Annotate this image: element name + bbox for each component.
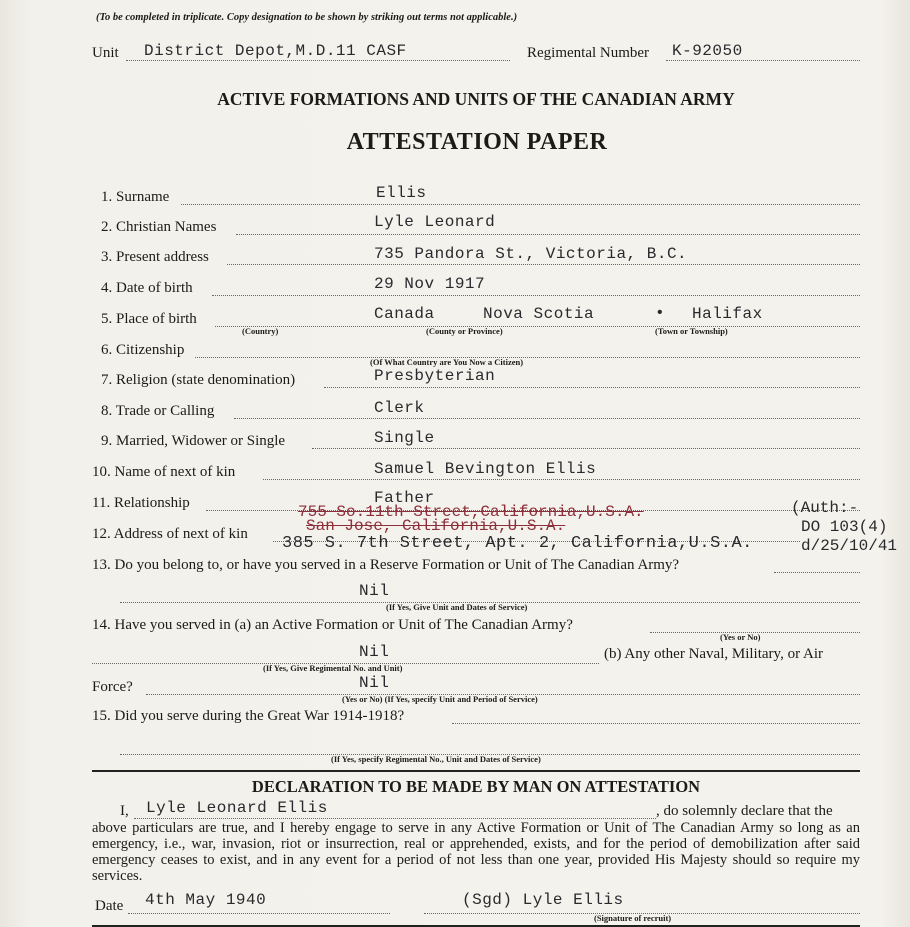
q13-caption: (If Yes, Give Unit and Dates of Service) <box>386 602 528 612</box>
struck-address-1: 755 So.11th Street,California,U.S.A. <box>298 503 644 521</box>
q14b-label: (b) Any other Naval, Military, or Air <box>604 646 823 662</box>
christian-names-label: 2. Christian Names <box>101 219 217 235</box>
marital-value: Single <box>374 429 435 447</box>
q13-label: 13. Do you belong to, or have you served in a Reserve Formation or Unit of The Canadian Army? <box>92 557 680 573</box>
unit-value: District Depot,M.D.11 CASF <box>144 42 407 60</box>
birth-county-value: Nova Scotia <box>483 305 595 323</box>
relationship-value: Father <box>374 489 435 507</box>
section-divider <box>92 770 860 772</box>
citizenship-caption: (Of What Country are You Now a Citizen) <box>370 357 524 367</box>
auth-note-2: DO 103(4) <box>801 518 888 536</box>
auth-note-3: d/25/10/41 <box>801 537 898 555</box>
country-caption: (Country) <box>242 326 279 336</box>
next-of-kin-value: Samuel Bevington Ellis <box>374 460 597 478</box>
header-note: (To be completed in triplicate. Copy designation to be shown by striking out terms not applicable.) <box>96 12 518 23</box>
religion-value: Presbyterian <box>374 367 496 385</box>
surname-label: 1. Surname <box>101 189 170 205</box>
q14-caption: (If Yes, Give Regimental No. and Unit) <box>263 663 403 673</box>
date-of-birth-label: 4. Date of birth <box>101 280 193 296</box>
q15-label: 15. Did you serve during the Great War 1914-1918? <box>92 708 405 724</box>
declaration-i-label: I, <box>120 803 129 819</box>
declaration-name: Lyle Leonard Ellis <box>146 799 328 817</box>
bullet-mark: • <box>655 304 665 322</box>
force-label: Force? <box>92 679 133 695</box>
declaration-body: above particulars are true, and I hereby engage to serve in any Active Formation or Unit of The Canadian Army so long as an emergency, i.e., war, invasion, riot or insurrection, real or apprehended, exists, and for the period of demobilization after said emergency ceases to exist, and in any event for a period of not less than one year, provided His Majesty should so require my services. <box>92 820 860 884</box>
signature-value: (Sgd) Lyle Ellis <box>462 891 624 909</box>
date-of-birth-value: 29 Nov 1917 <box>374 275 486 293</box>
birth-country-value: Canada <box>374 305 435 323</box>
place-of-birth-label: 5. Place of birth <box>101 311 197 327</box>
trade-label: 8. Trade or Calling <box>101 403 215 419</box>
present-address-value: 735 Pandora St., Victoria, B.C. <box>374 245 688 263</box>
address-kin-label: 12. Address of next of kin <box>92 526 248 542</box>
q14-label: 14. Have you served in (a) an Active Formation or Unit of The Canadian Army? <box>92 617 573 633</box>
town-caption: (Town or Township) <box>655 326 728 336</box>
christian-names-value: Lyle Leonard <box>374 213 496 231</box>
force-value: Nil <box>359 674 390 692</box>
date-label: Date <box>95 898 124 914</box>
declaration-line1-end: , do solemnly declare that the <box>656 803 833 819</box>
birth-town-value: Halifax <box>692 305 763 323</box>
marital-label: 9. Married, Widower or Single <box>101 433 286 449</box>
q13-value: Nil <box>359 582 390 600</box>
q14-value: Nil <box>359 643 390 661</box>
force-caption: (Yes or No) (If Yes, specify Unit and Period of Service) <box>342 694 538 704</box>
regimental-label: Regimental Number <box>527 45 650 61</box>
trade-value: Clerk <box>374 399 425 417</box>
declaration-heading: DECLARATION TO BE MADE BY MAN ON ATTESTATION <box>251 777 701 796</box>
unit-label: Unit <box>92 45 119 61</box>
regimental-value: K-92050 <box>672 42 743 60</box>
q14-yes-no-caption: (Yes or No) <box>720 632 761 642</box>
religion-label: 7. Religion (state denomination) <box>101 372 296 388</box>
relationship-label: 11. Relationship <box>92 495 190 511</box>
heading: ACTIVE FORMATIONS AND UNITS OF THE CANADIAN ARMY <box>217 89 735 109</box>
address-kin-value: 385 S. 7th Street, Apt. 2, California,U.S.A. <box>282 534 753 553</box>
struck-address-2: San Jose, California,U.S.A. <box>306 517 566 535</box>
page-title: ATTESTATION PAPER <box>346 129 608 155</box>
county-caption: (County or Province) <box>426 326 503 336</box>
surname-value: Ellis <box>376 184 427 202</box>
signature-caption: (Signature of recruit) <box>594 913 672 923</box>
next-of-kin-label: 10. Name of next of kin <box>92 464 236 480</box>
present-address-label: 3. Present address <box>101 249 209 265</box>
q15-caption: (If Yes, specify Regimental No., Unit and Dates of Service) <box>331 754 541 764</box>
date-value: 4th May 1940 <box>145 891 267 909</box>
citizenship-label: 6. Citizenship <box>101 342 185 358</box>
auth-note-1: (Auth:- <box>791 499 859 517</box>
